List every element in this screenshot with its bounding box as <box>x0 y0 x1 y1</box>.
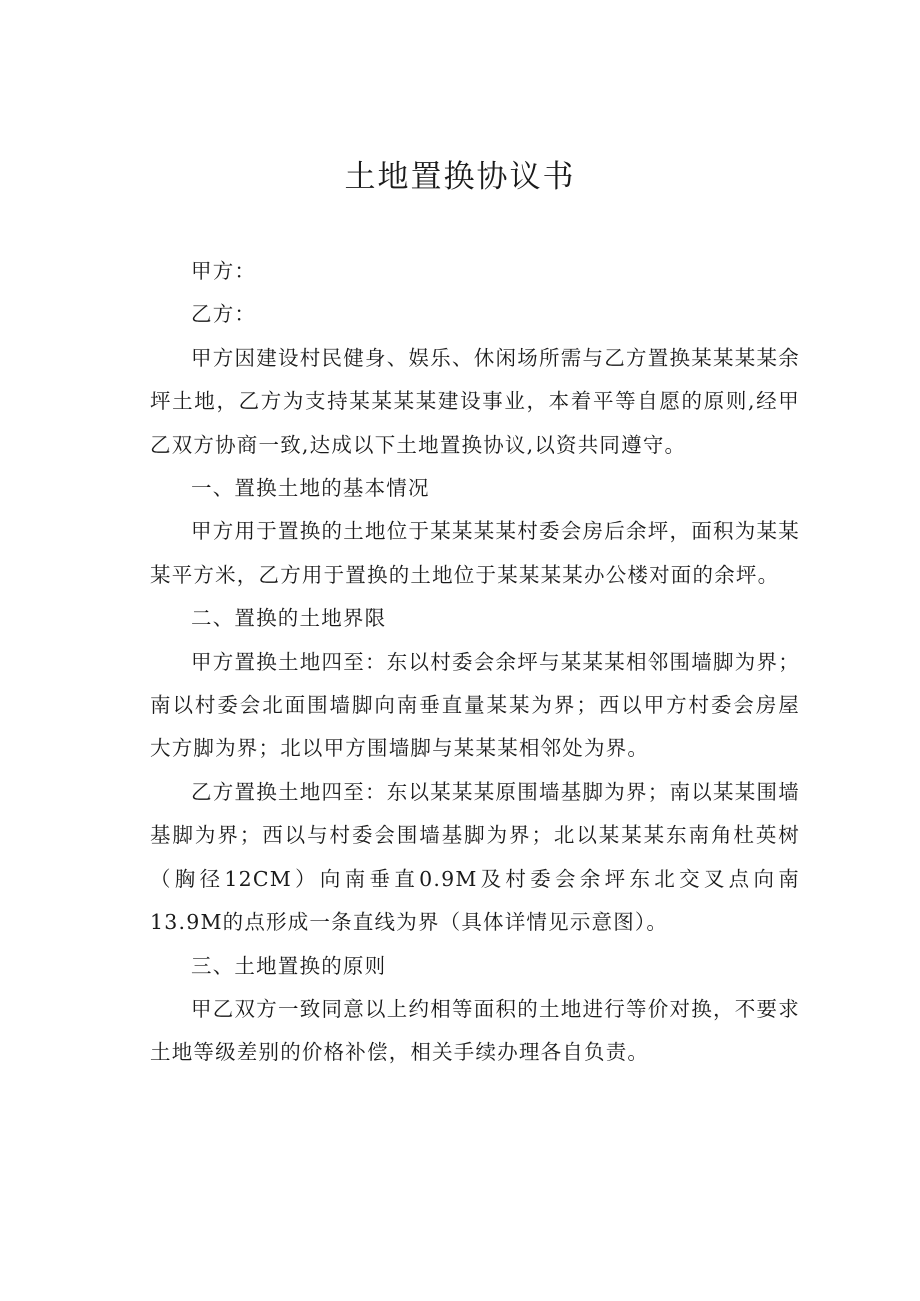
party-a-line: 甲方： <box>191 259 257 283</box>
party-b-line: 乙方： <box>191 302 257 327</box>
document-body <box>150 250 800 1075</box>
document-title: 土地置换协议书 <box>344 159 576 195</box>
section-2-paragraph-a: 甲方置换土地四至：东以村委会余坪与某某某相邻围墙脚为界；南以村委会北面围墙脚向南垂直量某某为界；西以甲方村委会房屋大方脚为界；北以甲方围墙脚与某某某相邻处为界。 <box>150 649 800 761</box>
section-3-paragraph: 甲乙双方一致同意以上约相等面积的土地进行等价对换，不要求土地等级差别的价格补偿，相关手续办理各自负责。 <box>150 996 800 1065</box>
section-2-heading: 二、置换的土地界限 <box>191 606 387 631</box>
intro-paragraph: 甲方因建设村民健身、娱乐、休闲场所需与乙方置换某某某某余坪土地，乙方为支持某某某某建设事业，本着平等自愿的原则,经甲乙双方协商一致,达成以下土地置换协议,以资共同遵守。 <box>150 345 800 457</box>
section-3-heading: 三、土地置换的原则 <box>191 953 387 978</box>
section-2-paragraph-b: 乙方置换土地四至：东以某某某原围墙基脚为界；南以某某围墙基脚为界；西以与村委会围墙基脚为界；北以某某某东南角杜英树（胸径12CM）向南垂直0.9M及村委会余坪东北交叉点向南13.9M的点形成一条直线为界（具体详情见示意图）。 <box>150 779 800 935</box>
section-1-paragraph: 甲方用于置换的土地位于某某某某村委会房后余坪，面积为某某某平方米，乙方用于置换的土地位于某某某某办公楼对面的余坪。 <box>150 519 800 587</box>
section-1-heading: 一、置换土地的基本情况 <box>191 476 430 501</box>
